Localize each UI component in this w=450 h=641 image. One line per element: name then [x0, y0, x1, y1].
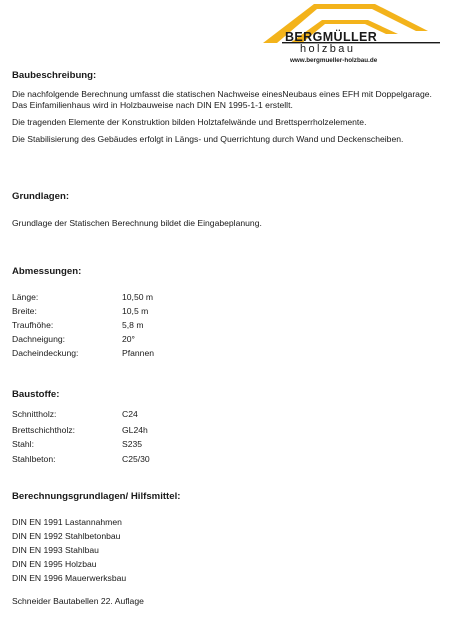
dimension-value: 10,50 m — [122, 292, 154, 302]
heading-berechnungsgrundlagen: Berechnungsgrundlagen/ Hilfsmittel: — [12, 491, 181, 502]
dimension-row — [12, 306, 312, 318]
dimension-label: Traufhöhe: — [12, 320, 54, 330]
dimension-row — [12, 292, 312, 304]
dimension-row — [12, 334, 312, 346]
heading-grundlagen: Grundlagen: — [12, 191, 70, 202]
logo-sub-text: holzbau — [300, 43, 356, 55]
standard-item: DIN EN 1992 Stahlbetonbau — [12, 531, 121, 541]
dimension-row — [12, 320, 312, 332]
material-row — [12, 425, 312, 437]
heading-abmessungen: Abmessungen: — [12, 266, 82, 277]
material-label: Stahl: — [12, 439, 34, 449]
logo-brand-text: BERGMÜLLER — [285, 30, 378, 44]
material-value: C25/30 — [122, 454, 150, 464]
material-label: Stahlbeton: — [12, 454, 56, 464]
paragraph-grundlagen: Grundlage der Statischen Berechnung bildet die Eingabeplanung. — [12, 218, 262, 228]
dimension-value: 20° — [122, 334, 135, 344]
material-row — [12, 454, 312, 466]
paragraph-description-2: Die tragenden Elemente der Konstruktion bilden Holztafelwände und Brettsperrholzelemente. — [12, 117, 367, 127]
dimension-label: Breite: — [12, 306, 37, 316]
logo-url: www.bergmueller-holzbau.de — [290, 57, 378, 64]
dimension-row — [12, 348, 312, 360]
standard-item: DIN EN 1991 Lastannahmen — [12, 517, 122, 527]
dimension-label: Länge: — [12, 292, 39, 302]
material-value: S235 — [122, 439, 143, 449]
material-label: Schnittholz: — [12, 409, 57, 419]
material-row — [12, 409, 312, 421]
reference-footer: Schneider Bautabellen 22. Auflage — [12, 596, 144, 606]
standard-item: DIN EN 1993 Stahlbau — [12, 545, 99, 555]
material-value: C24 — [122, 409, 138, 419]
material-value: GL24h — [122, 425, 148, 435]
dimension-value: 10,5 m — [122, 306, 149, 316]
material-label: Brettschichtholz: — [12, 425, 76, 435]
dimension-value: Pfannen — [122, 348, 155, 358]
dimension-value: 5,8 m — [122, 320, 144, 330]
standard-item: DIN EN 1996 Mauerwerksbau — [12, 573, 127, 583]
company-logo — [258, 2, 444, 68]
heading-baustoffe: Baustoffe: — [12, 389, 60, 400]
heading-baubeschreibung: Baubeschreibung: — [12, 70, 97, 81]
paragraph-description-3: Die Stabilisierung des Gebäudes erfolgt in Längs- und Querrichtung durch Wand und Deckenscheiben. — [12, 134, 404, 144]
dimension-label: Dachneigung: — [12, 334, 66, 344]
material-row — [12, 439, 312, 451]
dimension-label: Dacheindeckung: — [12, 348, 79, 358]
standard-item: DIN EN 1995 Holzbau — [12, 559, 97, 569]
paragraph-description-1: Die nachfolgende Berechnung umfasst die statischen Nachweise einesNeubaus eines EFH mit Doppelgarage. Das Einfamilienhaus wird in Holzbauweise nach DIN EN 1995-1-1 erstellt. — [12, 89, 432, 110]
